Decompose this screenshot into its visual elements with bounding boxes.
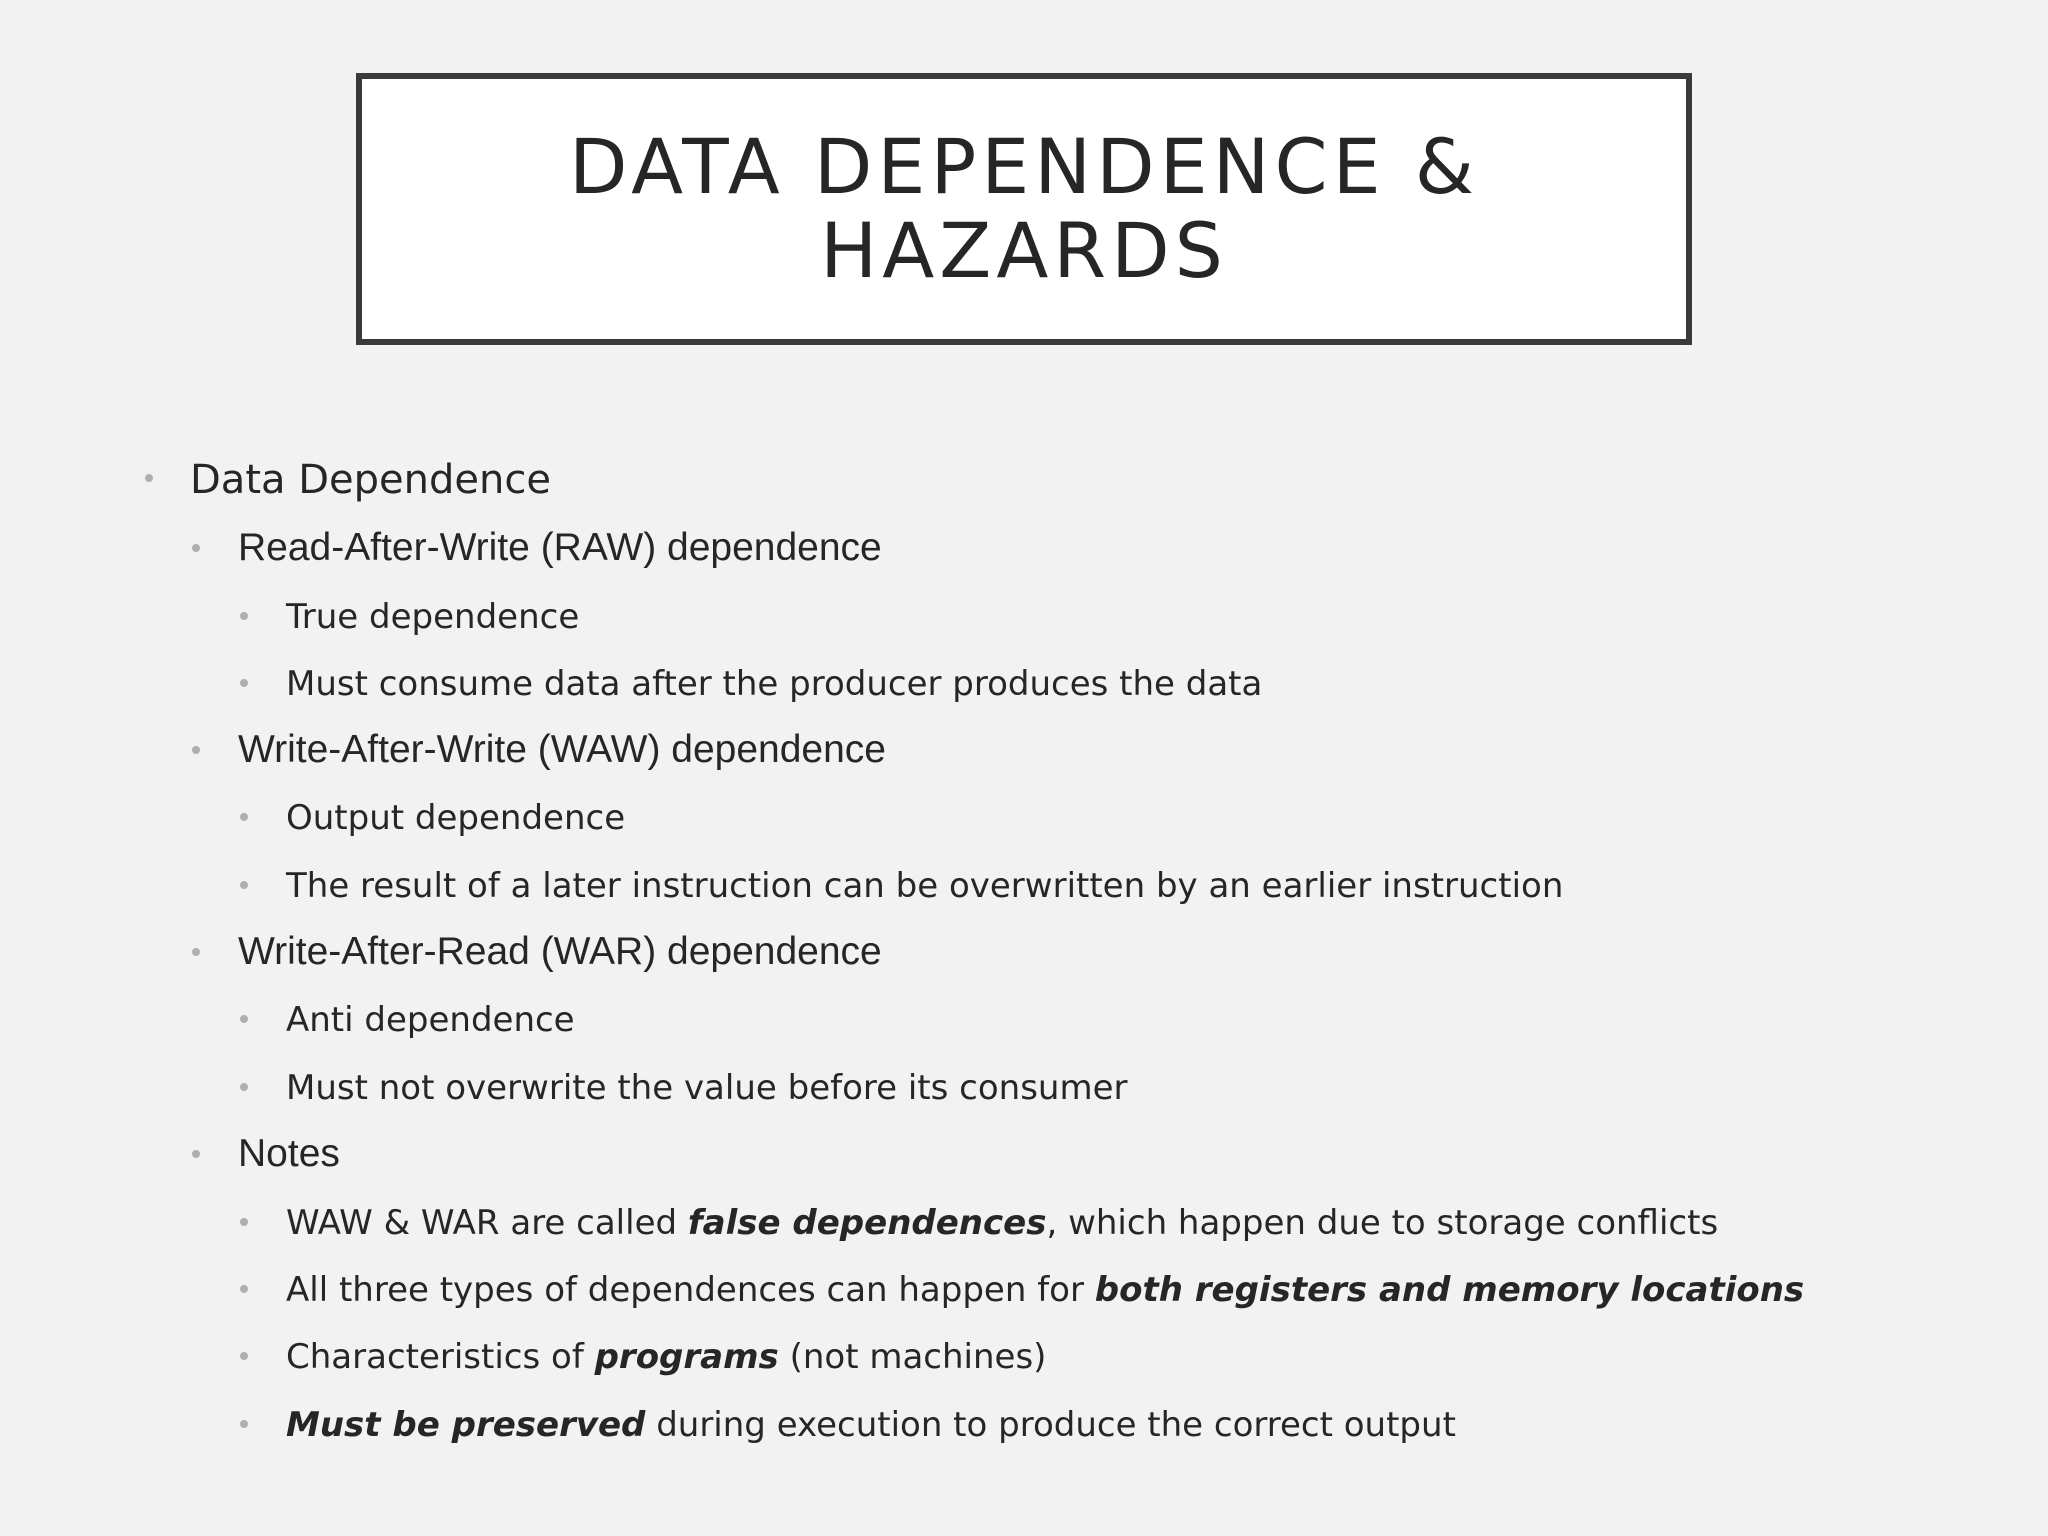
bullet-dot bbox=[240, 813, 248, 821]
bullet-dot bbox=[240, 1420, 248, 1428]
bullet-dot bbox=[240, 1285, 248, 1293]
bullet-war-sub1: Anti dependence bbox=[286, 1000, 575, 1040]
note-text: All three types of dependences can happen for bbox=[286, 1270, 1095, 1310]
note-text: Characteristics of bbox=[286, 1337, 595, 1377]
note-emphasis: false dependences bbox=[687, 1203, 1047, 1243]
note-text: , which happen due to storage conflicts bbox=[1046, 1203, 1719, 1243]
bullet-raw-heading: Read-After-Write (RAW) dependence bbox=[238, 526, 882, 569]
slide-title bbox=[568, 122, 1480, 295]
bullet-note-preserved bbox=[286, 1403, 1456, 1447]
title-line-2: HAZARDS bbox=[820, 206, 1228, 295]
bullet-dot bbox=[240, 612, 248, 620]
bullet-dot bbox=[240, 881, 248, 889]
note-emphasis: Must be preserved bbox=[286, 1405, 646, 1445]
bullet-raw-sub2: Must consume data after the producer produces the data bbox=[286, 664, 1263, 704]
bullet-dot bbox=[240, 679, 248, 687]
bullet-note-false-dependences bbox=[286, 1201, 1718, 1245]
note-emphasis: programs bbox=[594, 1337, 779, 1377]
bullet-dot bbox=[192, 544, 200, 552]
bullet-dot bbox=[240, 1218, 248, 1226]
bullet-waw-sub1: Output dependence bbox=[286, 798, 626, 838]
bullet-dot bbox=[192, 1150, 200, 1158]
bullet-waw-heading: Write-After-Write (WAW) dependence bbox=[238, 728, 886, 771]
title-box bbox=[356, 73, 1692, 345]
title-line-1: DATA DEPENDENCE & bbox=[568, 122, 1480, 211]
bullet-dot bbox=[240, 1352, 248, 1360]
bullet-notes-heading: Notes bbox=[238, 1132, 340, 1175]
note-text: during execution to produce the correct output bbox=[645, 1405, 1456, 1445]
bullet-dot bbox=[240, 1015, 248, 1023]
bullet-war-sub2: Must not overwrite the value before its consumer bbox=[286, 1068, 1128, 1108]
bullet-note-registers-memory bbox=[286, 1268, 1804, 1312]
bullet-dot bbox=[240, 1083, 248, 1091]
bullet-dot bbox=[145, 474, 153, 482]
bullet-data-dependence: Data Dependence bbox=[190, 457, 551, 503]
note-text: (not machines) bbox=[778, 1337, 1047, 1377]
bullet-note-programs bbox=[286, 1335, 1046, 1379]
bullet-waw-sub2: The result of a later instruction can be overwritten by an earlier instruction bbox=[286, 866, 1564, 906]
note-emphasis: both registers and memory locations bbox=[1094, 1270, 1805, 1310]
note-text: WAW & WAR are called bbox=[286, 1203, 688, 1243]
bullet-raw-sub1: True dependence bbox=[286, 597, 580, 637]
bullet-dot bbox=[192, 948, 200, 956]
bullet-war-heading: Write-After-Read (WAR) dependence bbox=[238, 930, 882, 973]
bullet-dot bbox=[192, 746, 200, 754]
